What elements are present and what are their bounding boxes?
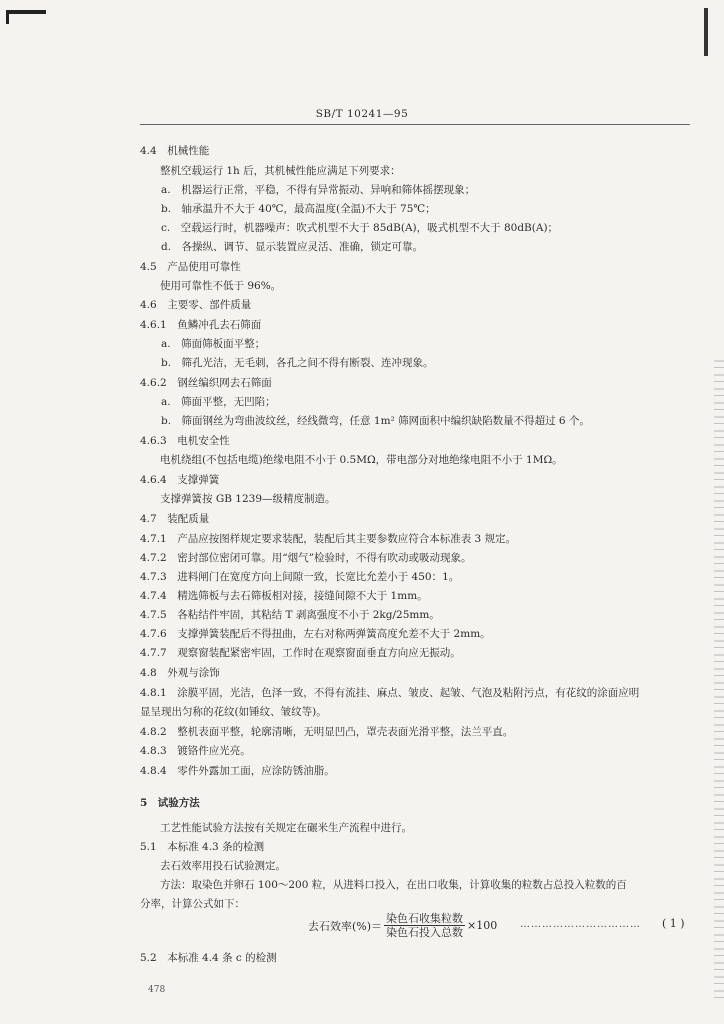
clause: 4.7.7 观察窗装配紧密牢固，工作时在观察窗面垂直方向应无振动。 <box>140 647 461 659</box>
scan-corner-mark <box>6 10 9 24</box>
scan-corner-mark <box>6 10 46 14</box>
list-item: b. 轴承温升不大于 40℃，最高温度(全温)不大于 75℃； <box>161 203 436 215</box>
paragraph-continuation: 分率，计算公式如下： <box>140 898 245 910</box>
clause: 4.8.2 整机表面平整，轮廓清晰，无明显凹凸，罩壳表面光滑平整，法兰平直。 <box>140 726 514 738</box>
clause: 4.7.3 进料闸门在宽度方向上间隙一致，长宽比允差小于 450：1。 <box>140 571 460 583</box>
formula-rhs: ×100 <box>467 919 498 932</box>
section-heading: 4.6 主要零、部件质量 <box>140 299 252 311</box>
formula-denominator: 染色石投入总数 <box>386 926 464 939</box>
formula-numerator: 染色石收集粒数 <box>386 912 464 925</box>
formula-fraction <box>384 912 465 939</box>
clause: 4.8.3 镀铬件应光亮。 <box>140 745 251 757</box>
subsection-heading: 5.2 本标准 4.4 条 c 的检测 <box>140 952 277 964</box>
subsection-heading: 4.6.4 支撑弹簧 <box>140 474 220 486</box>
list-item: d. 各操纵、调节、显示装置应灵活、准确，锁定可靠。 <box>161 241 424 253</box>
scan-edge-mark <box>704 8 708 56</box>
clause: 4.8.1 涂膜平固，光洁，色泽一致，不得有流挂、麻点、皱皮、起皱、气泡及粘附污点，有花纹的涂面应明 <box>140 687 640 699</box>
subsection-heading: 5.1 本标准 4.3 条的检测 <box>140 841 265 853</box>
clause: 4.7.5 各粘结件牢固，其粘结 T 剥离强度不小于 2kg/25mm。 <box>140 609 440 621</box>
equation-number: ( 1 ) <box>662 917 685 930</box>
list-item: c. 空载运行时，机器噪声：吹式机型不大于 85dB(A)，吸式机型不大于 80dB(A)； <box>161 222 559 234</box>
paragraph: 电机绕组(不包括电缆)绝缘电阻不小于 0.5MΩ，带电部分对地绝缘电阻不小于 1MΩ。 <box>160 454 563 466</box>
list-item: b. 筛孔光洁，无毛刺，各孔之间不得有断裂、连冲现象。 <box>161 357 434 369</box>
paragraph: 使用可靠性不低于 96%。 <box>160 280 282 292</box>
list-item: b. 筛面钢丝为弯曲波纹丝，经线微弯，任意 1m² 筛网面积中编织缺陷数量不得超过 6 个。 <box>161 415 590 427</box>
paragraph: 方法：取染色并卵石 100～200 粒，从进料口投入，在出口收集，计算收集的粒数占总投入粒数的百 <box>160 879 627 891</box>
paragraph: 支撑弹簧按 GB 1239—级精度制造。 <box>160 493 336 505</box>
list-item: a. 机器运行正常，平稳，不得有异常振动、异响和筛体摇摆现象； <box>161 184 476 196</box>
chapter-heading: 5 试验方法 <box>140 797 200 809</box>
clause: 4.8.4 零件外露加工面，应涂防锈油脂。 <box>140 765 335 777</box>
subsection-heading: 4.6.2 钢丝编织网去石筛面 <box>140 377 272 389</box>
section-heading: 4.7 装配质量 <box>140 513 210 525</box>
subsection-heading: 4.6.3 电机安全性 <box>140 435 230 447</box>
list-item: a. 筛面筛板面平整； <box>161 338 266 350</box>
page-number: 478 <box>148 985 166 995</box>
clause: 4.7.2 密封部位密闭可靠。用“烟气”检验时，不得有吹动或吸动现象。 <box>140 552 472 564</box>
section-heading: 4.4 机械性能 <box>140 145 210 157</box>
formula-leader-dots: …………………………… <box>520 919 641 930</box>
list-item: a. 筛面平整，无凹陷； <box>161 396 276 408</box>
formula-lhs: 去石效率(%)＝ <box>308 919 383 933</box>
efficiency-formula <box>308 912 497 939</box>
section-heading: 4.8 外观与涂饰 <box>140 667 220 679</box>
paragraph: 整机空载运行 1h 后，其机械性能应满足下列要求： <box>160 165 401 177</box>
clause: 4.7.1 产品应按图样规定要求装配，装配后其主要参数应符合本标准表 3 规定。 <box>140 533 517 545</box>
clause-continuation: 显呈现出匀称的花纹(如锤纹、皱纹等)。 <box>140 706 327 718</box>
paragraph: 工艺性能试验方法按有关规定在碾米生产流程中进行。 <box>160 822 412 834</box>
page-header: SB/T 10241—95 <box>315 108 409 120</box>
section-heading: 4.5 产品使用可靠性 <box>140 261 241 273</box>
header-rule <box>140 124 690 125</box>
subsection-heading: 4.6.1 鱼鳞冲孔去石筛面 <box>140 319 262 331</box>
paragraph: 去石效率用投石试验测定。 <box>160 860 286 872</box>
clause: 4.7.4 精选筛板与去石筛板相对接，接缝间隙不大于 1mm。 <box>140 590 428 602</box>
clause: 4.7.6 支撑弹簧装配后不得扭曲，左右对称两弹簧高度允差不大于 2mm。 <box>140 628 491 640</box>
scan-edge-noise <box>714 360 724 1000</box>
